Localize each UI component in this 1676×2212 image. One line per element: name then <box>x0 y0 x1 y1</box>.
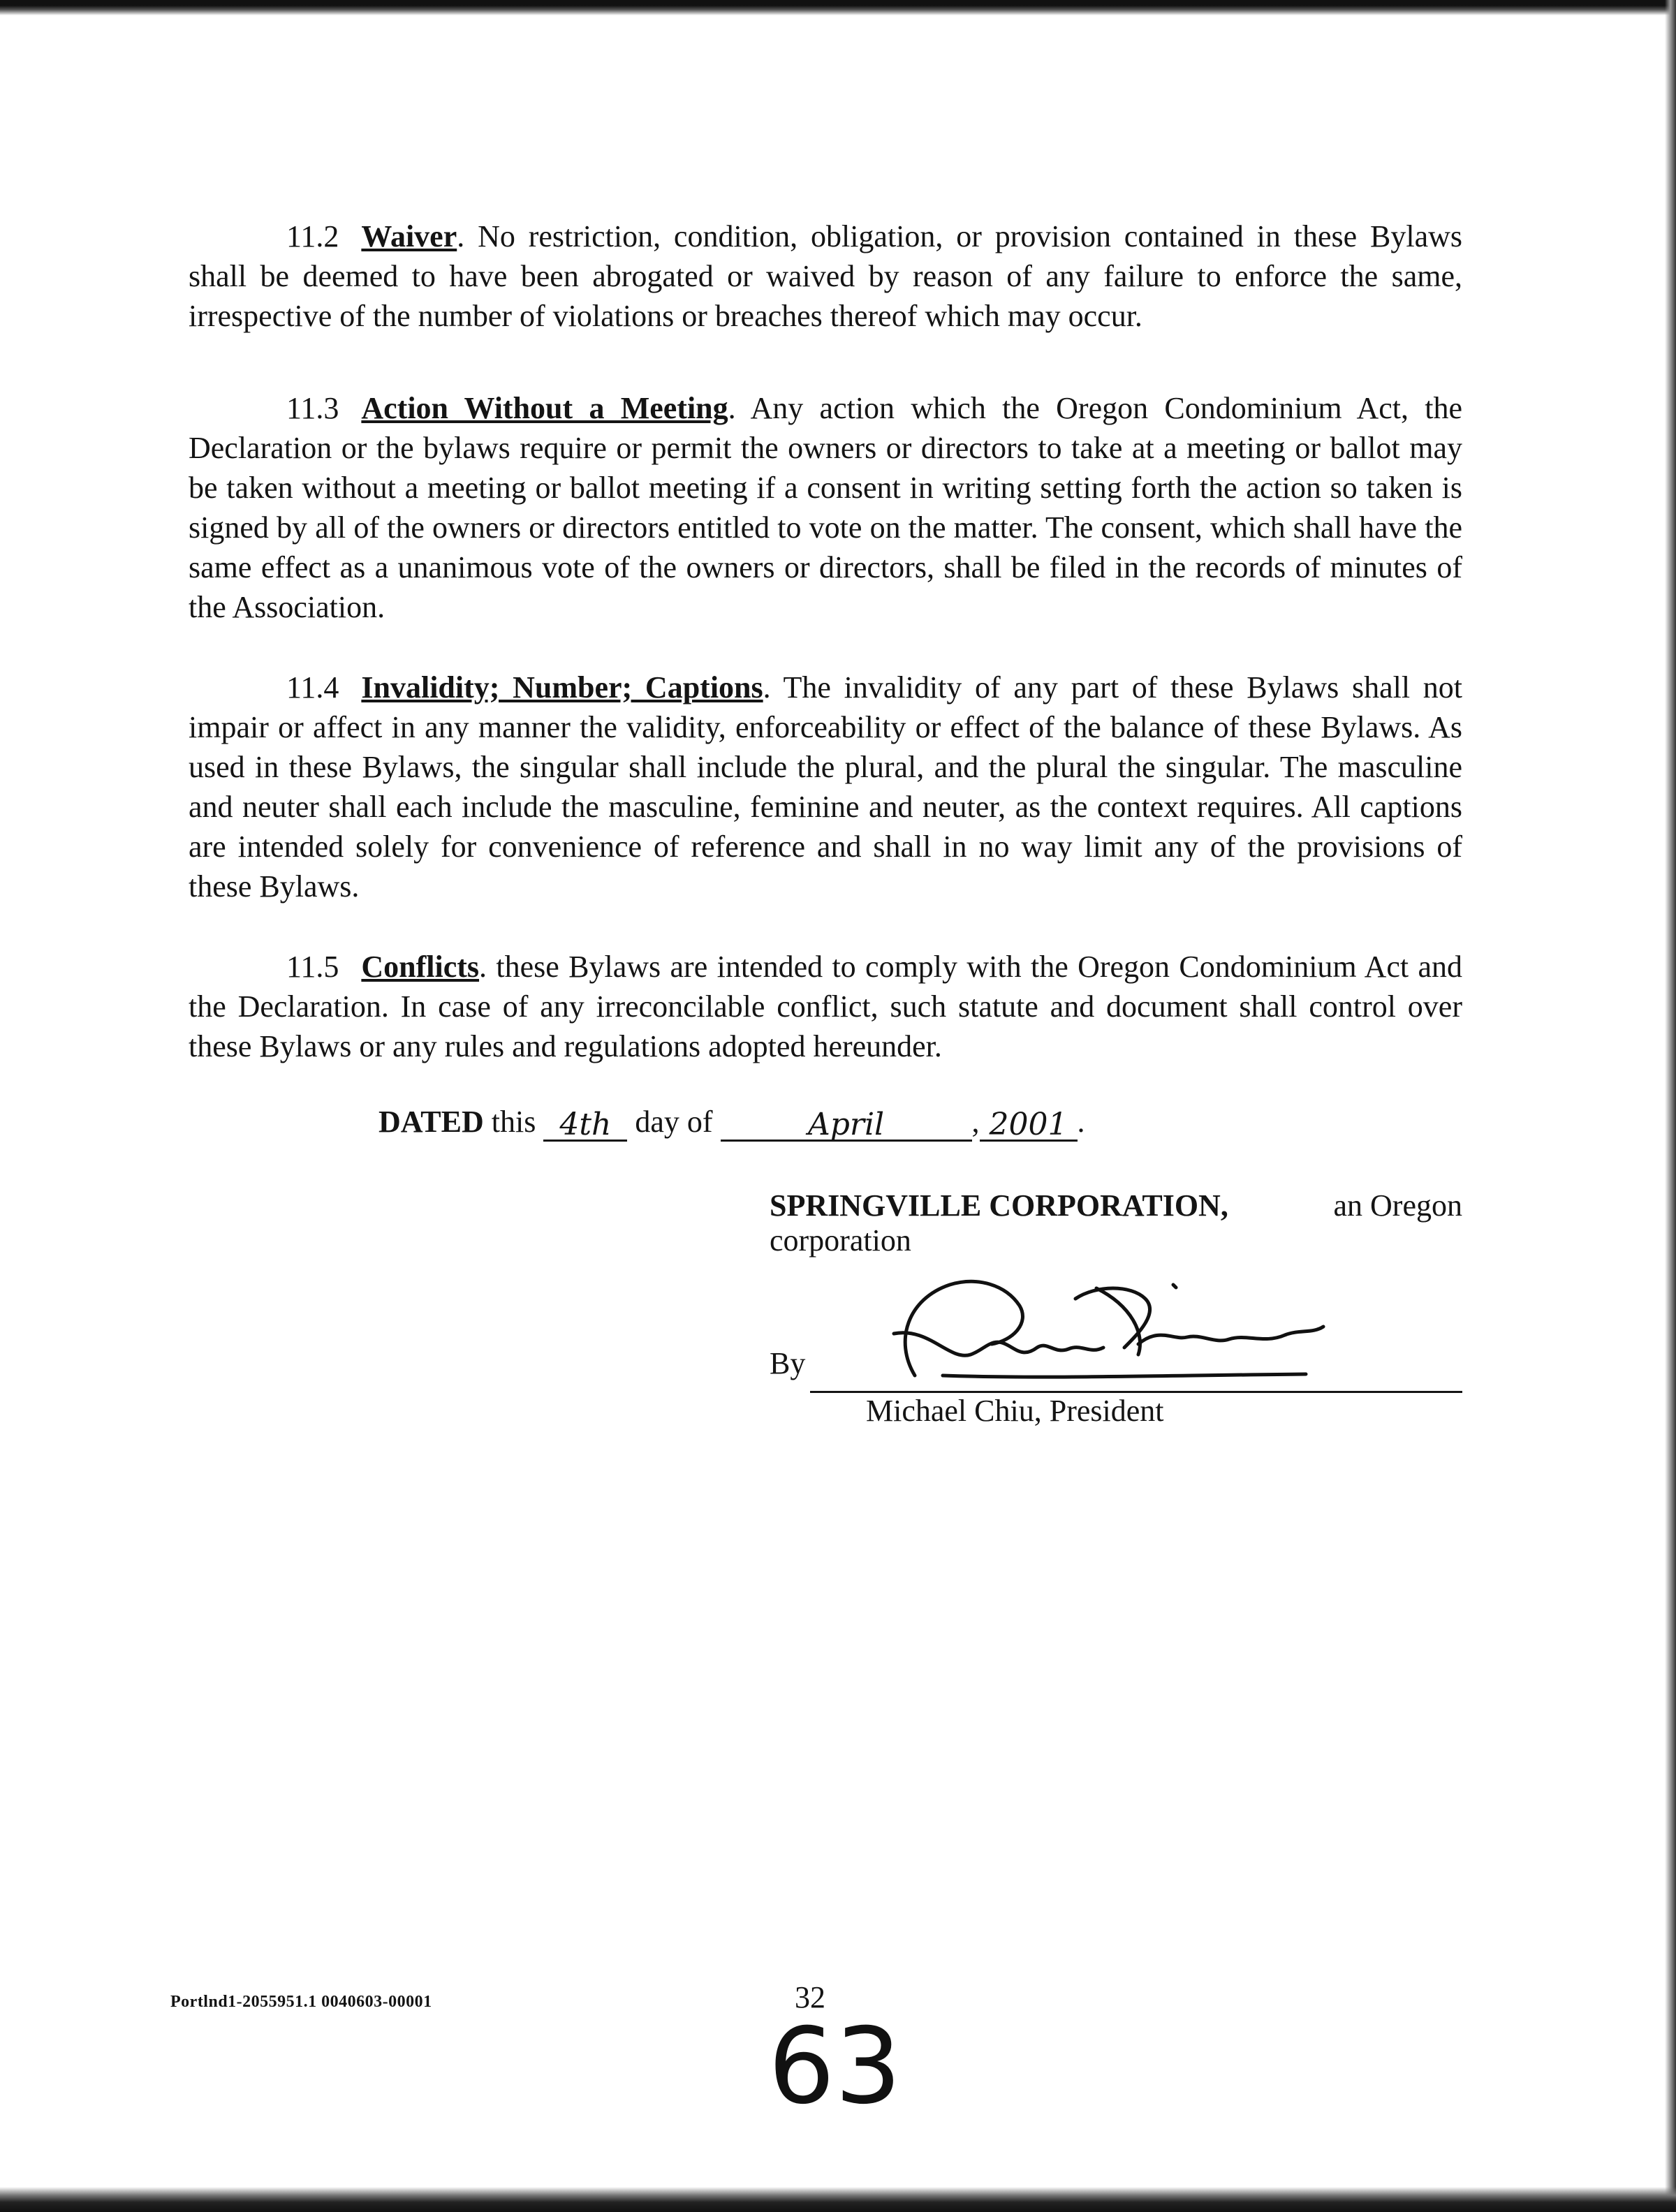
dated-comma: , <box>971 1105 980 1139</box>
section-11-5 <box>189 947 1462 1066</box>
dated-label: DATED <box>378 1105 484 1139</box>
dated-this: this <box>491 1105 536 1139</box>
section-heading: Waiver <box>361 219 457 253</box>
dated-month-field: April <box>721 1105 972 1142</box>
section-body: . these Bylaws are intended to comply with the Oregon Condominium Act and the Declaration. In case of any irreconcilable conflict, such statute and document shall control over these Bylaws or any rules and regulations adopted hereunder. <box>189 950 1462 1063</box>
scan-edge-top <box>0 0 1676 15</box>
section-11-4 <box>189 668 1462 906</box>
corporation-name: SPRINGVILLE CORPORATION, <box>770 1188 1228 1223</box>
corporation-desc-a: an Oregon <box>1333 1188 1462 1223</box>
section-11-2 <box>189 216 1462 336</box>
section-11-3 <box>189 388 1462 627</box>
scan-edge-right <box>1665 0 1676 2212</box>
handwritten-page-number: 63 <box>768 2006 902 2128</box>
corporation-desc-b: corporation <box>770 1223 911 1258</box>
scan-edge-bottom <box>0 2187 1676 2212</box>
dated-line <box>378 1102 1085 1142</box>
section-heading: Invalidity; Number; Captions <box>361 670 763 705</box>
section-body: . Any action which the Oregon Condominium Act, the Declaration or the bylaws require or permit the owners or directors to take at a meeting or ballot may be taken without a meeting or ballot meeting if a consent in writing setting forth the action so taken is signed by all of the owners or directors entitled to vote on the matter. The consent, which shall have the same effect as a unanimous vote of the owners or directors, shall be filed in the records of minutes of the Association. <box>189 391 1463 624</box>
section-body: . No restriction, condition, obligation, or provision contained in these Bylaws shall be deemed to have been abrogated or waived by reason of any failure to enforce the same, irrespective of the number of violations or breaches thereof which may occur. <box>189 219 1462 333</box>
section-number: 11.2 <box>286 219 339 253</box>
dated-end: . <box>1077 1105 1085 1139</box>
by-label: By <box>770 1346 806 1380</box>
dated-year-field: 2001 <box>980 1105 1078 1142</box>
page-number: 32 <box>795 1980 825 2014</box>
dated-day-field: 4th <box>543 1105 627 1142</box>
dated-day-of: day of <box>635 1105 713 1139</box>
corporation-block <box>770 1188 1462 1258</box>
signer-name: Michael Chiu, President <box>866 1394 1164 1428</box>
section-number: 11.5 <box>286 950 339 984</box>
section-number: 11.3 <box>286 391 339 425</box>
section-heading: Conflicts <box>361 950 480 984</box>
signature-line <box>810 1391 1462 1393</box>
signature-icon <box>866 1257 1327 1389</box>
document-id: Portlnd1-2055951.1 0040603-00001 <box>170 1993 432 2011</box>
section-body: . The invalidity of any part of these Bylaws shall not impair or affect in any manner the validity, enforceability or effect of the balance of these Bylaws. As used in these Bylaws, the singular shall include the plural, and the plural the singular. The masculine and neuter shall each include the masculine, feminine and neuter, as the context requires. All captions are intended solely for convenience of reference and shall in no way limit any of the provisions of these Bylaws. <box>189 670 1462 904</box>
section-number: 11.4 <box>286 670 339 705</box>
section-heading: Action Without a Meeting <box>361 391 728 425</box>
